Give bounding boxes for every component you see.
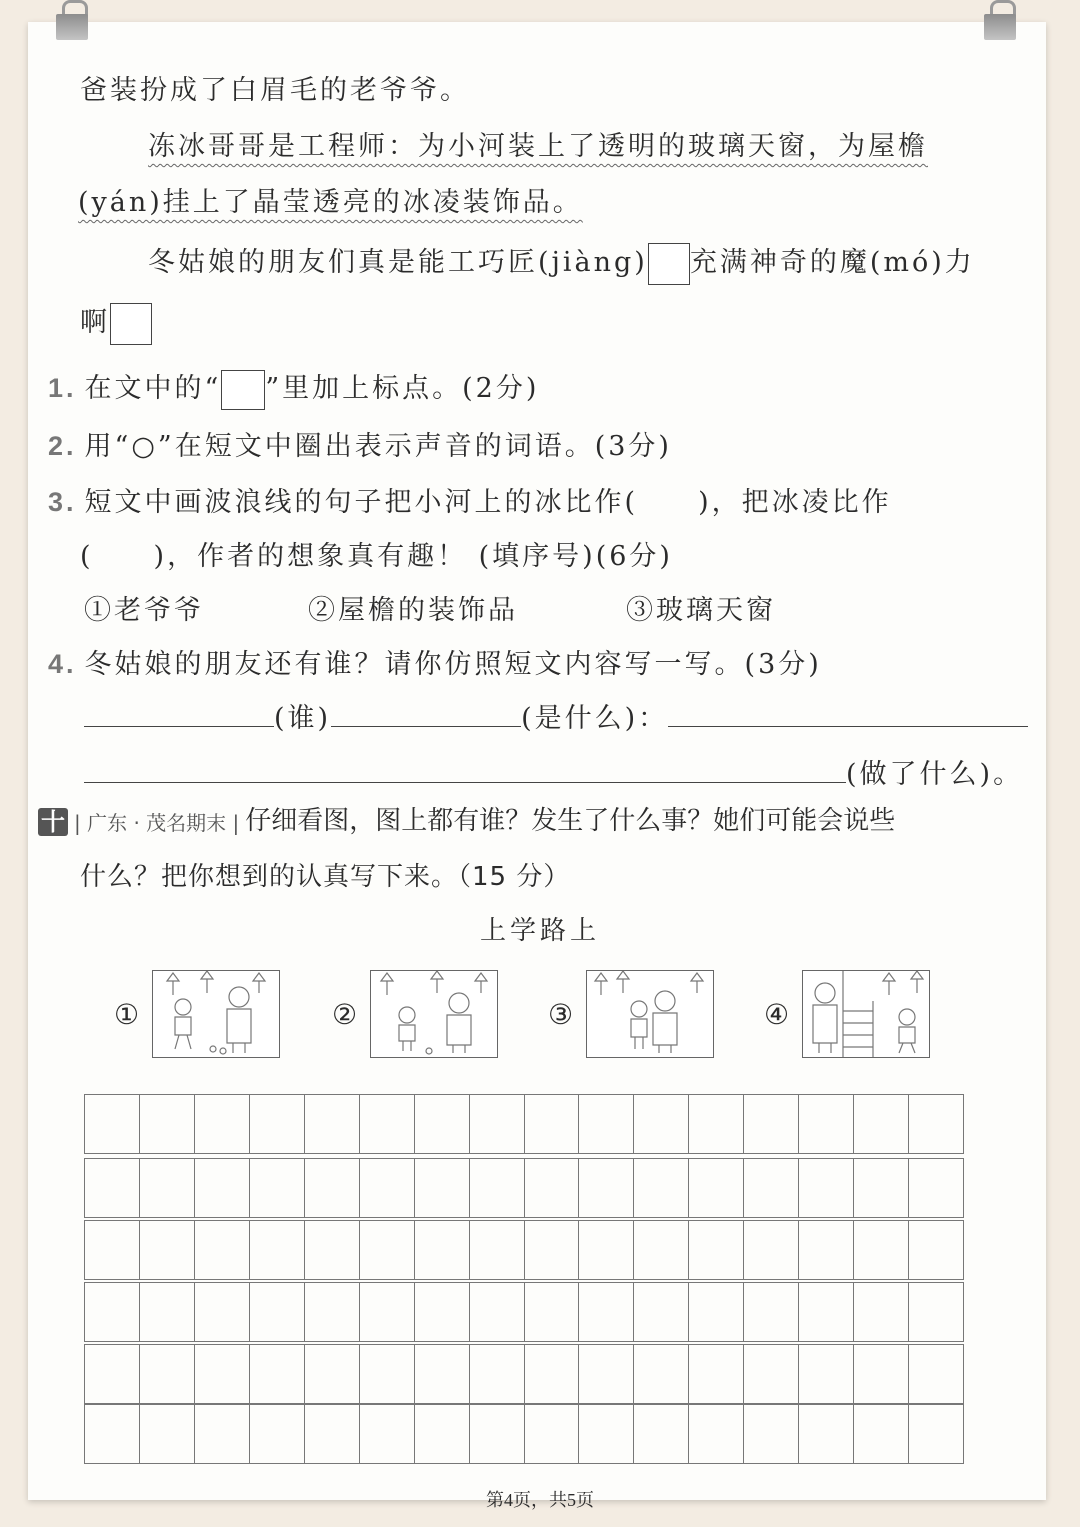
passage-line-4-part-a: 冬姑娘的朋友们真是能工巧匠(jiàng) <box>148 247 648 278</box>
picture-title: 上学路上 <box>479 916 600 946</box>
passage-line-1: 爸装扮成了白眉毛的老爷爷。 <box>80 75 470 106</box>
illustration-girl-and-old-man-3 <box>586 970 714 1058</box>
question-1-text-b: ”里加上标点。(2分) <box>265 373 540 404</box>
picture-number-3: ③ <box>548 998 574 1031</box>
question-1-number: 1. <box>48 373 77 403</box>
question-4-answer-row-1 <box>84 696 1028 735</box>
writing-grid-row-6[interactable] <box>84 1404 964 1464</box>
question-4 <box>48 642 822 681</box>
illustration-girl-and-old-man-2 <box>370 970 498 1058</box>
section-source-tag: | 广东 · 茂名期末 | <box>74 811 240 835</box>
passage-line-5 <box>80 300 152 345</box>
answer-blank-did-1[interactable] <box>668 702 1028 727</box>
question-3-option-3: ③玻璃天窗 <box>626 595 776 626</box>
illustration-girl-and-old-man-1 <box>152 970 280 1058</box>
question-4-text: 冬姑娘的朋友还有谁？请你仿照短文内容写一写。(3分) <box>84 649 822 680</box>
section-10-header <box>38 800 895 837</box>
question-3-line-1: 短文中画波浪线的句子把小河上的冰比作( )，把冰凌比作 <box>84 487 892 518</box>
picture-number-1: ① <box>114 998 140 1031</box>
writing-grid-row-2[interactable] <box>84 1158 964 1218</box>
label-did: (做了什么)。 <box>846 759 1024 790</box>
passage-line-3: (yán)挂上了晶莹透亮的冰凌装饰品。 <box>78 187 583 218</box>
question-1-box-icon <box>221 370 265 410</box>
page-number-footer: 第4页，共5页 <box>486 1490 594 1510</box>
question-4-answer-row-2 <box>84 752 1023 791</box>
answer-blank-did-2[interactable] <box>84 758 846 783</box>
question-1-text-a: 在文中的“ <box>84 373 222 404</box>
question-1 <box>48 366 539 410</box>
passage-line-5-text: 啊 <box>80 307 110 338</box>
passage-line-4-part-b: 充满神奇的魔(mó)力 <box>689 247 975 278</box>
punctuation-box-2[interactable] <box>110 303 152 345</box>
binder-clip-left-icon <box>52 0 92 44</box>
section-prompt-line-2: 什么？把你想到的认真写下来。（15 分） <box>80 862 571 892</box>
label-what: (是什么)： <box>521 703 669 734</box>
question-3-line-2: ( )，作者的想象真有趣！ (填序号)(6分) <box>80 541 673 572</box>
writing-grid-row-3[interactable] <box>84 1220 964 1280</box>
writing-grid-row-5[interactable] <box>84 1344 964 1404</box>
question-3-number: 3. <box>48 487 77 517</box>
writing-grid-row-1[interactable] <box>84 1094 964 1154</box>
question-2-text: 用“○”在短文中圈出表示声音的词语。(3分) <box>84 431 672 462</box>
question-2-number: 2. <box>48 431 77 461</box>
question-3-option-2: ②屋檐的装饰品 <box>308 595 518 626</box>
question-3-option-1: ①老爷爷 <box>84 595 204 626</box>
punctuation-box-1[interactable] <box>648 243 690 285</box>
question-4-number: 4. <box>48 649 77 679</box>
section-prompt-line-1: 仔细看图，图上都有谁？发生了什么事？她们可能会说些 <box>245 806 896 836</box>
question-3 <box>48 480 892 519</box>
label-who: (谁) <box>274 703 332 734</box>
section-number-icon: 十 <box>38 808 68 836</box>
passage-line-4 <box>148 240 975 285</box>
binder-clip-right-icon <box>980 0 1020 44</box>
illustration-old-man-waving-girl-4 <box>802 970 930 1058</box>
question-2 <box>48 424 672 463</box>
answer-blank-what[interactable] <box>331 702 521 727</box>
picture-number-2: ② <box>332 998 358 1031</box>
answer-blank-who[interactable] <box>84 702 274 727</box>
writing-grid-row-4[interactable] <box>84 1282 964 1342</box>
picture-number-4: ④ <box>764 998 790 1031</box>
passage-line-2: 冻冰哥哥是工程师：为小河装上了透明的玻璃天窗，为屋檐 <box>148 131 928 162</box>
